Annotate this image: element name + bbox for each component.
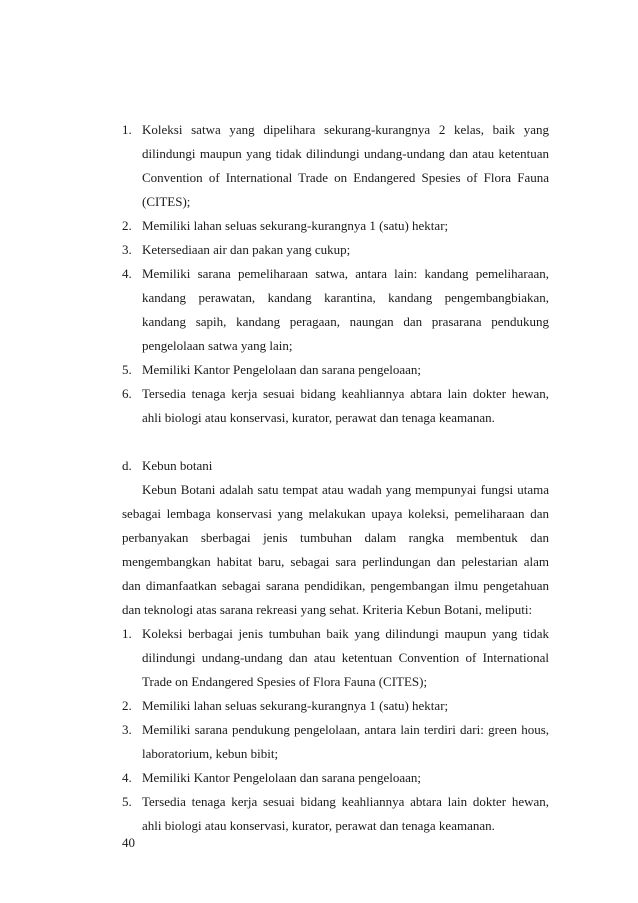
list-item-number: 5.: [122, 794, 132, 809]
list-item-text: Tersedia tenaga kerja sesuai bidang keahliannya abtara lain dokter hewan, ahli biologi atau konservasi, kurator, perawat dan tenaga keamanan.: [142, 386, 549, 425]
page-number: 40: [122, 835, 135, 850]
list-item-number: 6.: [122, 386, 132, 401]
list-item-number: 4.: [122, 266, 132, 281]
list-item-number: 1.: [122, 122, 132, 137]
list-item-text: Memiliki sarana pemeliharaan satwa, antara lain: kandang pemeliharaan, kandang perawatan, kandang karantina, kandang pengembangbiakan, kandang sapih, kandang peragaan, naungan dan prasarana pendukung pengelolaan satwa yang lain;: [142, 266, 549, 353]
section-paragraph: Kebun Botani adalah satu tempat atau wadah yang mempunyai fungsi utama sebagai lembaga konservasi yang melakukan upaya koleksi, pemeliharaan dan perbanyakan sberbagai jenis tumbuhan dalam rangka membentuk dan mengembangkan habitat baru, sebagai sara perlindungan dan pelestarian alam dan dimanfaatkan sebagai sarana pendidikan, pengembangan ilmu pengetahuan dan teknologi atas sarana rekreasi yang sehat. Kriteria Kebun Botani, meliputi:: [122, 482, 549, 617]
list-item-text: Memiliki Kantor Pengelolaan dan sarana pengeloaan;: [142, 770, 422, 785]
list-item: [122, 214, 549, 238]
list-item: [122, 622, 549, 694]
list-item-number: 4.: [122, 770, 132, 785]
list-item-text: Koleksi satwa yang dipelihara sekurang-kurangnya 2 kelas, baik yang dilindungi maupun yang tidak dilindungi undang-undang dan atau ketentuan Convention of International Trade on Endangered Spesies of Flora Fauna (CITES);: [142, 122, 549, 209]
list-item: [122, 790, 549, 838]
zoo-criteria-list: [122, 118, 549, 430]
list-item-text: Memiliki Kantor Pengelolaan dan sarana pengeloaan;: [142, 362, 422, 377]
list-item: [122, 118, 549, 214]
list-item-text: Memiliki lahan seluas sekurang-kurangnya 1 (satu) hektar;: [142, 218, 449, 233]
section-heading: [122, 454, 549, 478]
botanic-criteria-list: [122, 622, 549, 838]
list-item-number: 5.: [122, 362, 132, 377]
list-item-text: Tersedia tenaga kerja sesuai bidang keahliannya abtara lain dokter hewan, ahli biologi atau konservasi, kurator, perawat dan tenaga keamanan.: [142, 794, 549, 833]
list-item-number: 3.: [122, 722, 132, 737]
list-item: [122, 238, 549, 262]
list-item-text: Memiliki sarana pendukung pengelolaan, antara lain terdiri dari: green hous, laboratorium, kebun bibit;: [142, 722, 549, 761]
list-item: [122, 382, 549, 430]
list-item-number: 2.: [122, 218, 132, 233]
section-letter: d.: [122, 458, 132, 473]
list-item-number: 1.: [122, 626, 132, 641]
list-item: [122, 718, 549, 766]
section-title: Kebun botani: [142, 458, 213, 473]
list-item-number: 2.: [122, 698, 132, 713]
list-item-number: 3.: [122, 242, 132, 257]
list-item: [122, 358, 549, 382]
list-item-text: Ketersediaan air dan pakan yang cukup;: [142, 242, 351, 257]
page-content: [122, 118, 549, 838]
list-item-text: Memiliki lahan seluas sekurang-kurangnya 1 (satu) hektar;: [142, 698, 449, 713]
list-item: [122, 766, 549, 790]
list-item: [122, 262, 549, 358]
list-item-text: Koleksi berbagai jenis tumbuhan baik yang dilindungi maupun yang tidak dilindungi undang-undang dan atau ketentuan Convention of International Trade on Endangered Spesies of Flora Fauna (CITES);: [142, 626, 549, 689]
list-item: [122, 694, 549, 718]
